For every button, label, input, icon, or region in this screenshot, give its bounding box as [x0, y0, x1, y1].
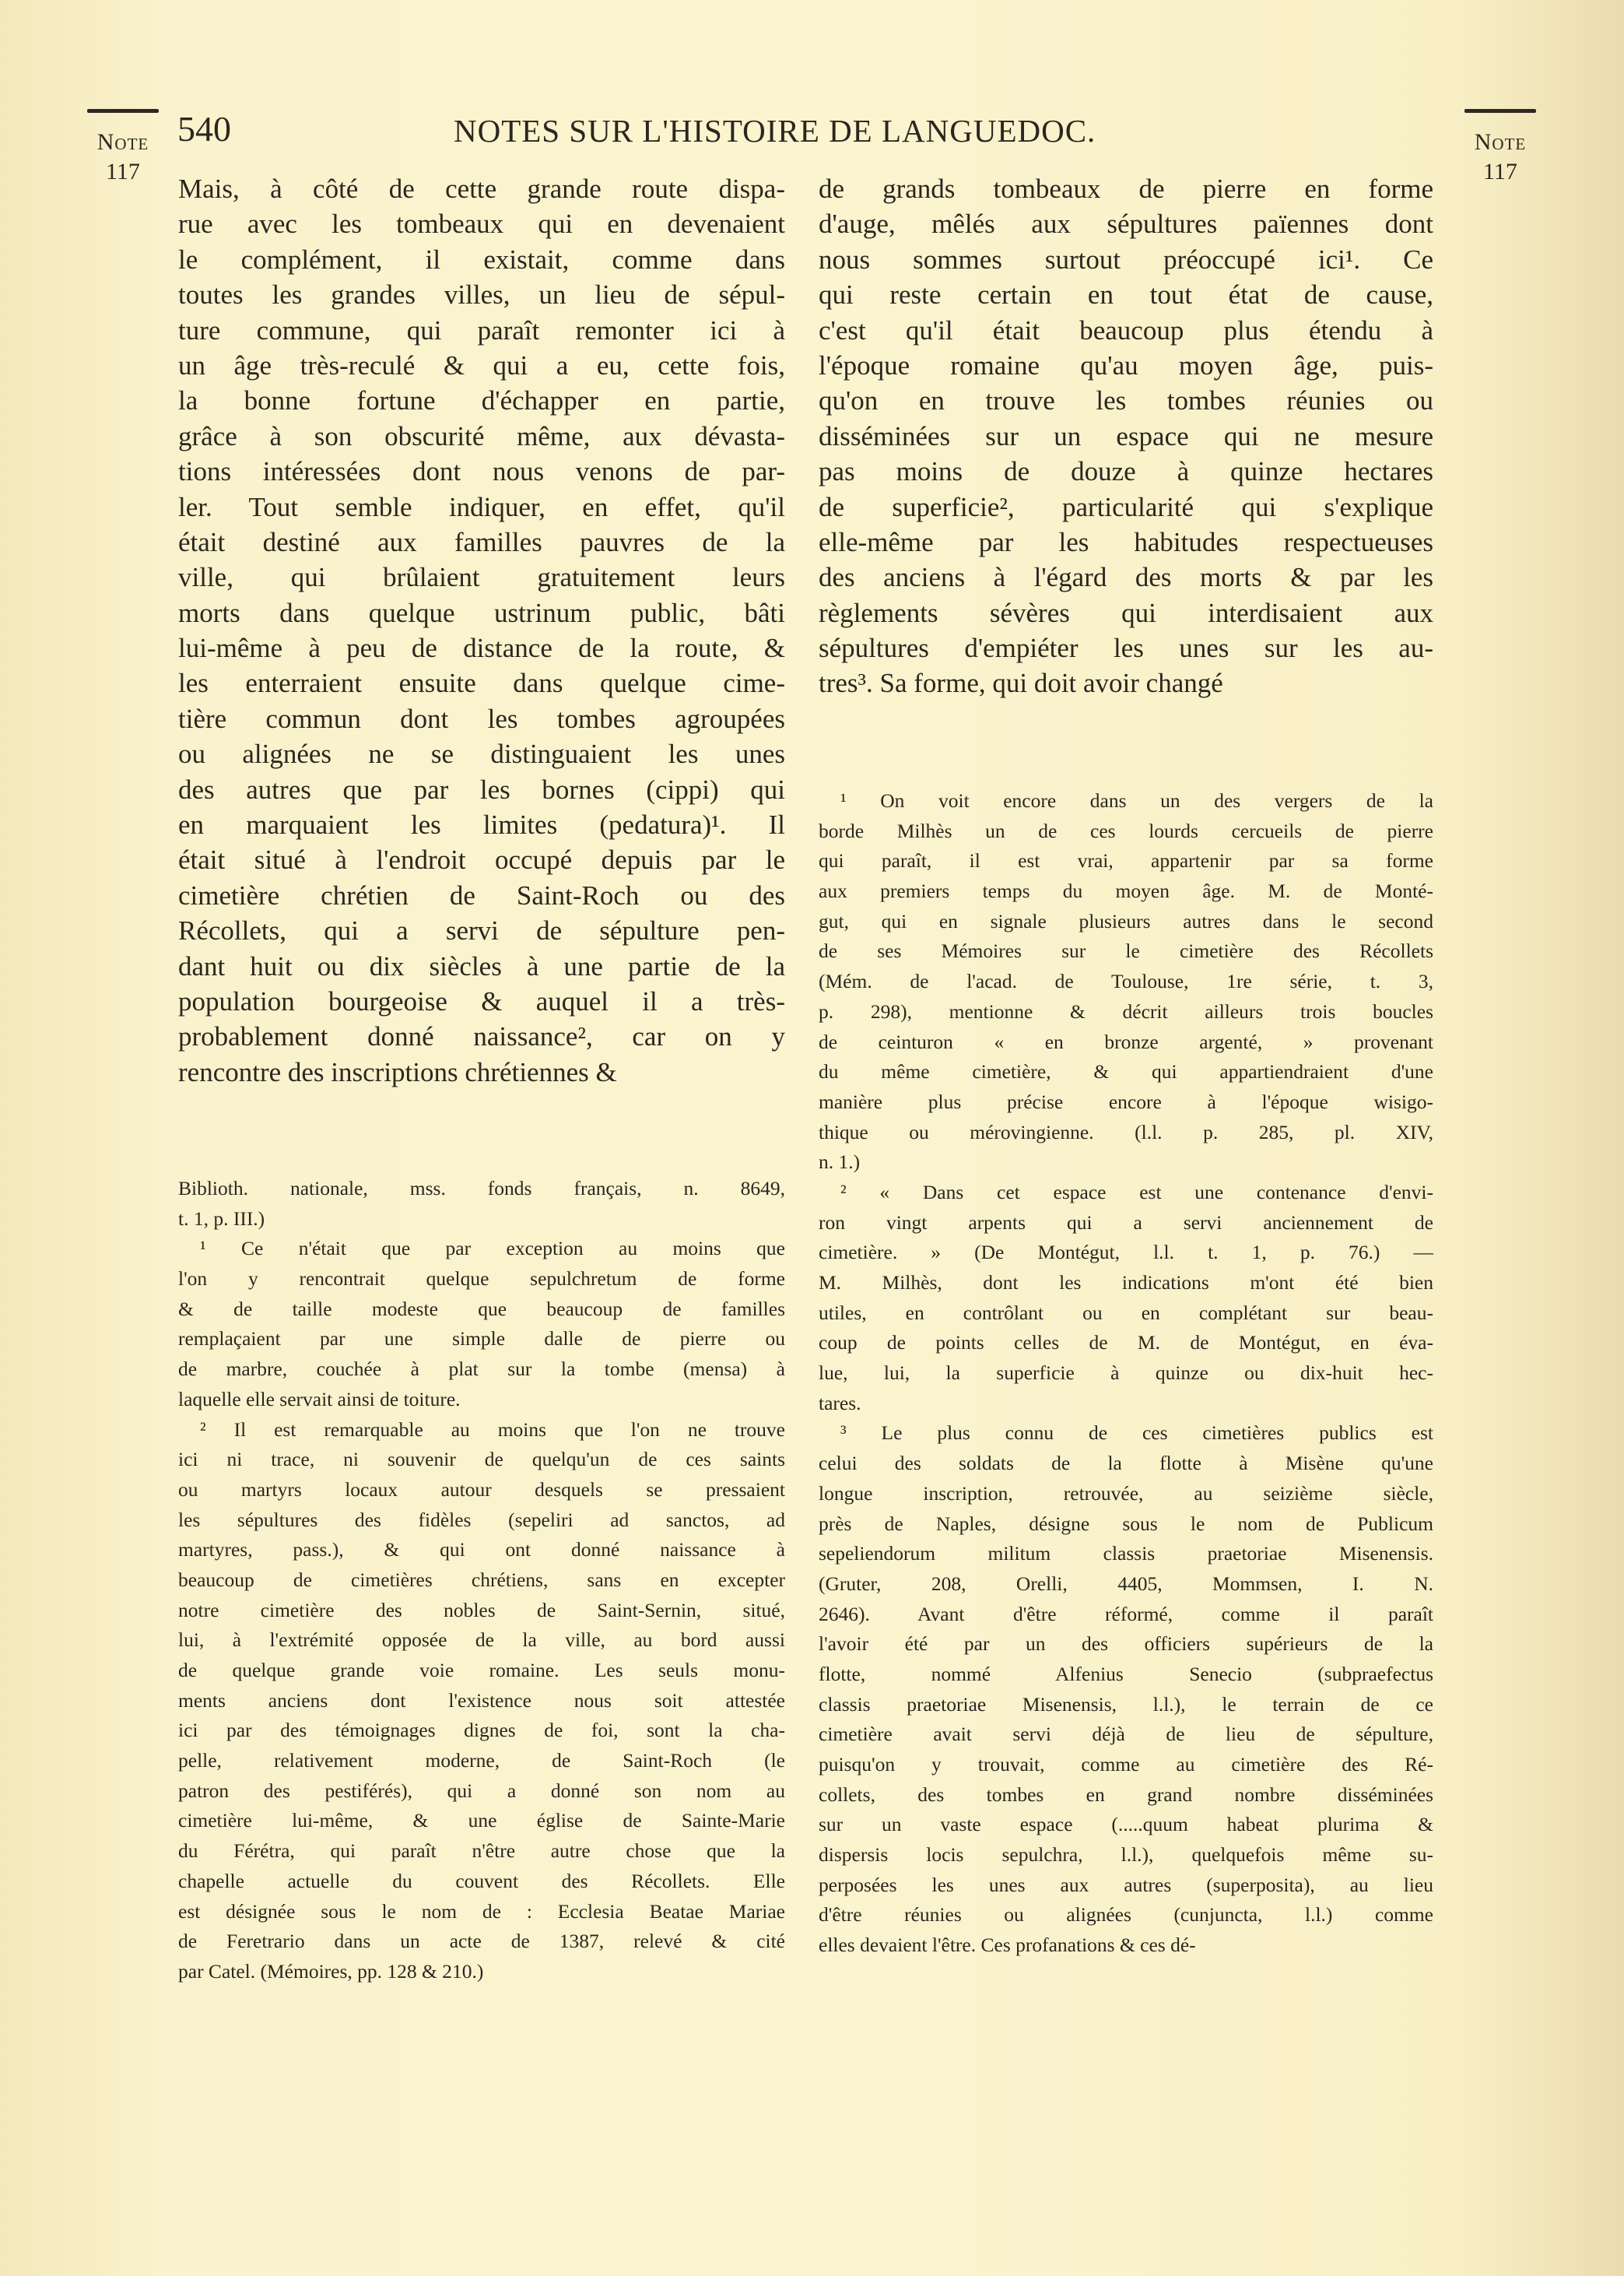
margin-note-number: 117 [106, 159, 140, 184]
text-line: l'époque romaine qu'au moyen âge, puis- [819, 349, 1433, 381]
text-line: puisqu'on y trouvait, comme au cimetière des Ré- [819, 1753, 1433, 1775]
text-line: morts dans quelque ustrinum public, bâti [178, 597, 785, 628]
text-line: est désignée sous le nom de : Ecclesia Beatae Mariae [178, 1899, 785, 1923]
text-line: cimetière. » (De Montégut, l.l. t. 1, p. 76.) — [819, 1241, 1433, 1264]
text-line: des autres que par les bornes (cippi) qui [178, 774, 785, 805]
text-line: règlements sévères qui interdisaient aux [819, 597, 1433, 628]
text-line: utiles, en contrôlant ou en complétant sur beau- [819, 1301, 1433, 1324]
text-line: nous sommes surtout préoccupé ici¹. Ce [819, 244, 1433, 275]
page-header [177, 107, 1446, 154]
text-line: M. Milhès, dont les indications m'ont été bien [819, 1271, 1433, 1294]
text-line: pas moins de douze à quinze hectares [819, 456, 1433, 487]
text-line: c'est qu'il était beaucoup plus étendu à [819, 314, 1433, 346]
text-line: probablement donné naissance², car on y [178, 1021, 785, 1052]
margin-note-number: 117 [1483, 159, 1517, 184]
text-line: le complément, il existait, comme dans [178, 244, 785, 275]
text-line: en marquaient les limites (pedatura)¹. Il [178, 810, 785, 841]
text-line: de grands tombeaux de pierre en forme [819, 174, 1433, 204]
margin-rule [1464, 109, 1536, 113]
text-line: ler. Tout semble indiquer, en effet, qu'il [178, 491, 785, 522]
text-line: était situé à l'endroit occupé depuis par le [178, 845, 785, 876]
text-line: cimetière chrétien de Saint-Roch ou des [178, 880, 785, 911]
text-line: & de taille modeste que beaucoup de familles [178, 1297, 785, 1320]
text-line: des anciens à l'égard des morts & par les [819, 562, 1433, 593]
text-line: Biblioth. nationale, mss. fonds français, n. 8649, [178, 1177, 785, 1199]
text-line: flotte, nommé Alfenius Senecio (subpraefectus [819, 1662, 1433, 1685]
body-column-left [178, 171, 785, 1090]
text-line: sur un vaste espace (.....quum habeat plurima & [819, 1813, 1433, 1836]
text-line: ici par des témoignages dignes de foi, sont la cha- [178, 1719, 785, 1742]
text-line: Récollets, qui a servi de sépulture pen- [178, 915, 785, 947]
text-line: ou martyrs locaux autour desquels se pressaient [178, 1477, 785, 1501]
text-line: ¹ Ce n'était que par exception au moins que [200, 1237, 785, 1260]
text-line: lui-même à peu de distance de la route, & [178, 633, 785, 664]
text-line: tière commun dont les tombes agroupées [178, 703, 785, 734]
text-line: beaucoup de cimetières chrétiens, sans en excepter [178, 1568, 785, 1591]
margin-note-right [1463, 109, 1538, 188]
running-title: NOTES SUR L'HISTOIRE DE LANGUEDOC. [454, 113, 1096, 149]
text-line: l'avoir été par un des officiers supérieurs de la [819, 1632, 1433, 1656]
text-line: l'on y rencontrait quelque sepulchretum de forme [178, 1267, 785, 1291]
text-line: ments anciens dont l'existence nous soit attestée [178, 1688, 785, 1712]
text-line: rue avec les tombeaux qui en devenaient [178, 209, 785, 240]
text-line: du Férétra, qui paraît n'être autre chose que la [178, 1839, 785, 1863]
text-line: borde Milhès un de ces lourds cercueils de pierre [819, 819, 1433, 842]
text-line: dant huit ou dix siècles à une partie de la [178, 950, 785, 982]
text-line: ¹ On voit encore dans un des vergers de la [840, 789, 1433, 812]
body-column-right [819, 171, 1433, 701]
text-line: rencontre des inscriptions chrétiennes & [178, 1056, 617, 1087]
text-line: de marbre, couchée à plat sur la tombe (mensa) à [178, 1358, 785, 1381]
text-line: ture commune, qui paraît remonter ici à [178, 314, 785, 346]
text-line: près de Naples, désigne sous le nom de Publicum [819, 1512, 1433, 1535]
text-line: tares. [819, 1391, 861, 1414]
text-line: elles devaient l'être. Ces profanations & ces dé- [819, 1934, 1196, 1957]
text-line: toutes les grandes villes, un lieu de sépul- [178, 279, 785, 311]
text-line: ² « Dans cet espace est une contenance d'envi- [840, 1180, 1433, 1203]
text-line: gut, qui en signale plusieurs autres dans le second [819, 909, 1433, 933]
text-line: martyres, pass.), & qui ont donné naissance à [178, 1538, 785, 1561]
text-line: sepeliendorum militum classis praetoriae Misenensis. [819, 1542, 1433, 1565]
text-line: qui reste certain en tout état de cause, [819, 279, 1433, 311]
text-line: lue, lui, la superficie à quinze ou dix-huit hec- [819, 1361, 1433, 1385]
text-line: disséminées sur un espace qui ne mesure [819, 420, 1433, 451]
text-line: les enterraient ensuite dans quelque cime- [178, 668, 785, 699]
text-line: d'auge, mêlés aux sépultures païennes dont [819, 209, 1433, 240]
text-line: chapelle actuelle du couvent des Récollets. Elle [178, 1869, 785, 1892]
margin-note-left [86, 109, 160, 188]
text-line: tions intéressées dont nous venons de par- [178, 456, 785, 487]
text-line: de superficie², particularité qui s'explique [819, 491, 1433, 522]
text-line: t. 1, p. III.) [178, 1206, 265, 1230]
text-line: thique ou mérovingienne. (l.l. p. 285, pl. XIV, [819, 1120, 1433, 1143]
text-line: la bonne fortune d'échapper en partie, [178, 385, 785, 416]
text-line: (Gruter, 208, Orelli, 4405, Mommsen, I. N. [819, 1572, 1433, 1595]
text-line: qu'on en trouve les tombes réunies ou [819, 385, 1433, 416]
text-line: coup de points celles de M. de Montégut, en éva- [819, 1331, 1433, 1354]
text-line: était destiné aux familles pauvres de la [178, 526, 785, 557]
text-line: p. 298), mentionne & décrit ailleurs trois boucles [819, 999, 1433, 1023]
text-line: perposées les unes aux autres (superposita), au lieu [819, 1873, 1433, 1896]
text-line: cimetière avait servi déjà de lieu de sépulture, [819, 1723, 1433, 1746]
text-line: manière plus précise encore à l'époque wisigo- [819, 1090, 1433, 1113]
text-line: collets, des tombes en grand nombre disséminées [819, 1783, 1433, 1806]
text-line: ron vingt arpents qui a servi anciennement de [819, 1210, 1433, 1234]
text-line: aux premiers temps du moyen âge. M. de Monté- [819, 880, 1433, 903]
text-line: lui, à l'extrémité opposée de la ville, au bord aussi [178, 1628, 785, 1652]
text-line: par Catel. (Mémoires, pp. 128 & 210.) [178, 1959, 484, 1983]
text-line: n. 1.) [819, 1150, 861, 1174]
text-line: qui paraît, il est vrai, appartenir par sa forme [819, 849, 1433, 873]
text-line: elle-même par les habitudes respectueuses [819, 526, 1433, 557]
text-line: de Feretrario dans un acte de 1387, relevé & cité [178, 1930, 785, 1953]
text-line: grâce à son obscurité même, aux dévasta- [178, 420, 785, 451]
text-line: (Mém. de l'acad. de Toulouse, 1re série, t. 3, [819, 970, 1433, 993]
text-line: celui des soldats de la flotte à Misène qu'une [819, 1452, 1433, 1475]
text-line: remplaçaient par une simple dalle de pierre ou [178, 1327, 785, 1350]
text-line: classis praetoriae Misenensis, l.l.), le terrain de ce [819, 1692, 1433, 1716]
text-line: laquelle elle servait ainsi de toiture. [178, 1387, 461, 1410]
text-line: tres³. Sa forme, qui doit avoir changé [819, 668, 1223, 699]
text-line: de ceinturon « en bronze argenté, » provenant [819, 1030, 1433, 1053]
text-line: longue inscription, retrouvée, au seizième siècle, [819, 1481, 1433, 1505]
text-line: ou alignées ne se distinguaient les unes [178, 739, 785, 770]
footnotes-left [178, 1174, 785, 1987]
text-line: ici ni trace, ni souvenir de quelqu'un de ces saints [178, 1448, 785, 1471]
text-line: notre cimetière des nobles de Saint-Sernin, situé, [178, 1598, 785, 1621]
text-line: d'être réunies ou alignées (cunjuncta, l.l.) comme [819, 1903, 1433, 1927]
text-line: Mais, à côté de cette grande route dispa- [178, 174, 785, 204]
text-line: de ses Mémoires sur le cimetière des Récollets [819, 940, 1433, 963]
text-line: sépultures d'empiéter les unes sur les au- [819, 633, 1433, 664]
margin-rule [87, 109, 159, 113]
text-line: du même cimetière, & qui appartiendraient d'une [819, 1060, 1433, 1084]
text-line: dispersis locis sepulchra, l.l.), quelquefois même su- [819, 1843, 1433, 1867]
text-line: les sépultures des fidèles (sepeliri ad sanctos, ad [178, 1508, 785, 1531]
text-line: 2646). Avant d'être réformé, comme il paraît [819, 1602, 1433, 1625]
text-line: un âge très-reculé & qui a eu, cette fois, [178, 349, 785, 381]
page-number: 540 [177, 109, 231, 149]
margin-note-label: Note [96, 129, 149, 155]
text-line: ² Il est remarquable au moins que l'on ne trouve [200, 1417, 785, 1441]
text-line: population bourgeoise & auquel il a très- [178, 985, 785, 1017]
text-line: cimetière lui-même, & une église de Sainte-Marie [178, 1809, 785, 1832]
text-line: ³ Le plus connu de ces cimetières publics est [840, 1421, 1433, 1445]
margin-note-label: Note [1474, 129, 1527, 155]
footnotes-right [819, 786, 1433, 1961]
text-line: pelle, relativement moderne, de Saint-Roch (le [178, 1749, 785, 1772]
text-line: ville, qui brûlaient gratuitement leurs [178, 562, 785, 593]
text-line: de quelque grande voie romaine. Les seuls monu- [178, 1659, 785, 1681]
text-line: patron des pestiférés), qui a donné son nom au [178, 1779, 785, 1802]
